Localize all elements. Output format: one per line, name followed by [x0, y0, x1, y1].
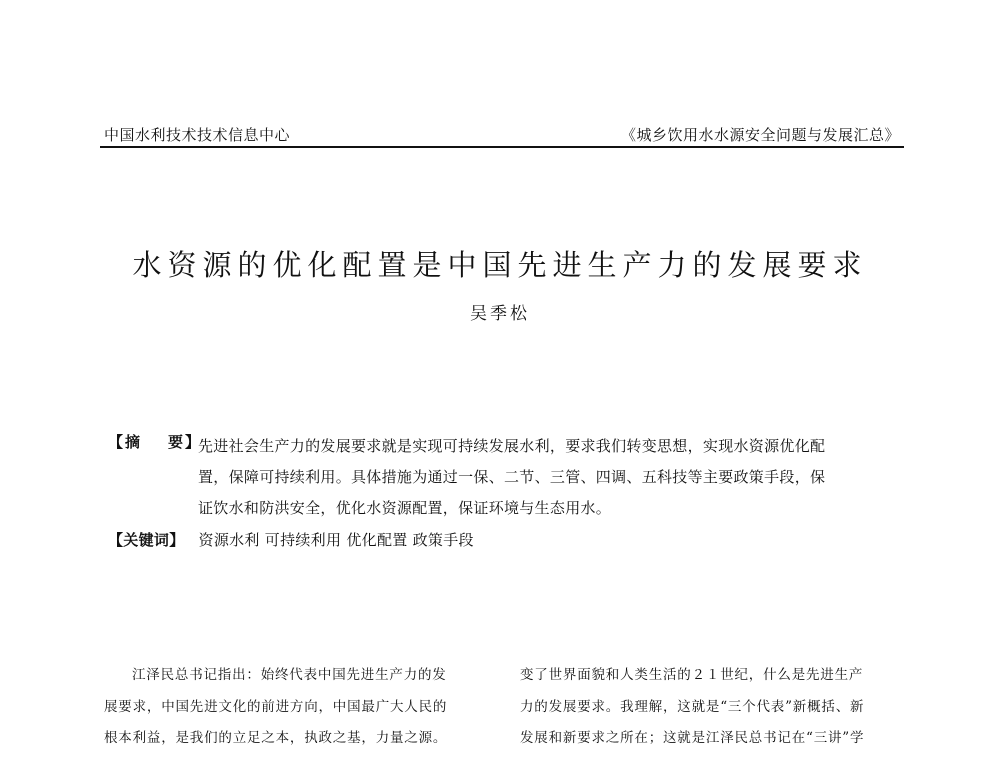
body-right-column [520, 660, 900, 755]
body-left-column [104, 660, 484, 755]
article-author: 吴季松 [470, 304, 530, 324]
body-line: 展要求，中国先进文化的前进方向，中国最广大人民的 [104, 698, 448, 715]
abstract-label-close: 要】 [168, 433, 203, 451]
body-line: 力的发展要求。我理解，这就是“三个代表”新概括、新 [520, 698, 865, 715]
keywords-label: 【关键词】 [108, 531, 185, 549]
abstract-line: 置，保障可持续利用。具体措施为通过一保、二节、三管、四调、五科技等主要政策手段，保 [198, 468, 826, 486]
keywords-text: 资源水利 可持续利用 优化配置 政策手段 [198, 531, 474, 549]
body-line: 根本利益，是我们的立足之本，执政之基，力量之源。 [104, 730, 448, 746]
header-publication-title: 《城乡饮用水水源安全问题与发展汇总》 [620, 126, 900, 144]
body-line: 江泽民总书记指出：始终代表中国先进生产力的发 [132, 667, 447, 683]
abstract-text [198, 431, 898, 524]
abstract-label-open: 【摘 [108, 433, 143, 451]
header-rule [100, 146, 904, 148]
body-line: 发展和新要求之所在；这就是江泽民总书记在“三讲”学 [520, 730, 865, 746]
keywords-section [108, 529, 908, 550]
body-line: 变了世界面貌和人类生活的２１世纪，什么是先进生产 [520, 667, 864, 683]
abstract-line: 先进社会生产力的发展要求就是实现可持续发展水利，要求我们转变思想，实现水资源优化配 [198, 437, 826, 455]
abstract-line: 证饮水和防洪安全，优化水资源配置，保证环境与生态用水。 [198, 499, 612, 517]
running-header [100, 124, 904, 146]
article-title: 水资源的优化配置是中国先进生产力的发展要求 [132, 248, 868, 282]
header-organization: 中国水利技术技术信息中心 [104, 126, 291, 144]
